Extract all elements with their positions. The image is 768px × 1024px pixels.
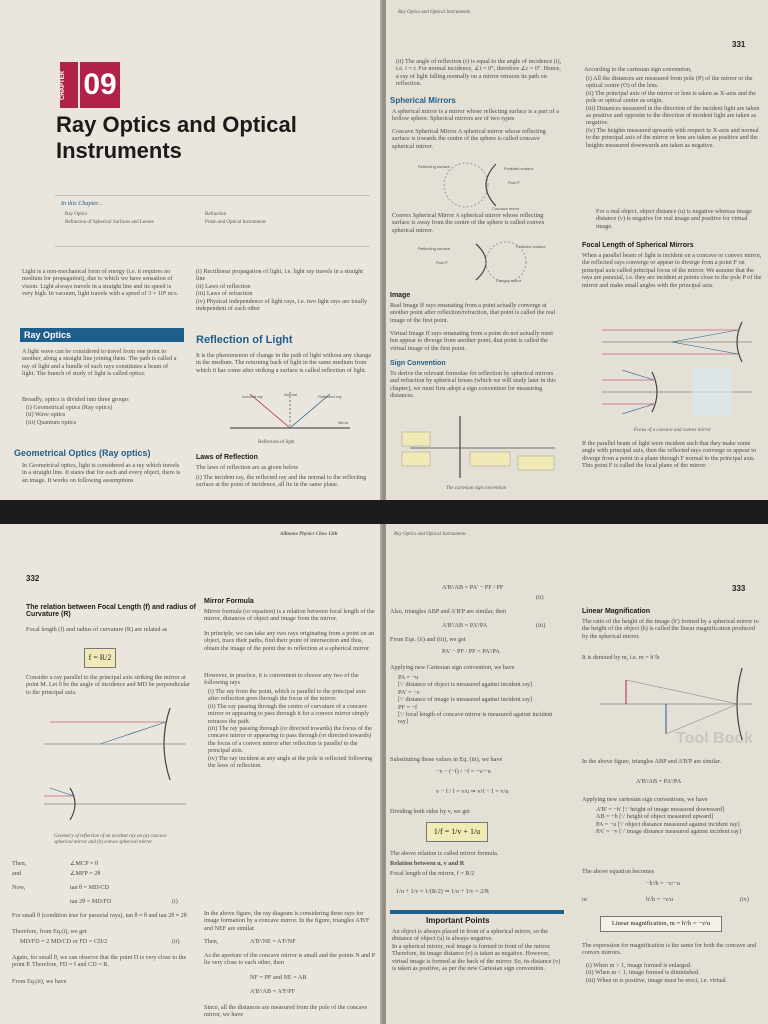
focal-length-heading: Focal Length of Spherical Mirrors	[582, 242, 694, 249]
broadly-text: Broadly, optics is divided into three groups	[22, 396, 129, 403]
chapter-title-line1: Ray Optics and Optical	[56, 112, 297, 137]
then-label: Then,	[12, 860, 27, 867]
reflection-text: It is the phenomenon of change in the path of light without any change in the medium. The returning back of light in the same medium from which it has come after striking a surface is called reflection of light.	[196, 352, 372, 374]
concave-fig-label: Concave mirror	[492, 206, 520, 210]
magnification-box: Linear magnification, m = h'/h = −v/u	[600, 916, 722, 932]
reflection-diagram	[220, 388, 360, 444]
group-item: (iii) Quantum optics	[26, 418, 77, 426]
photo-gap	[0, 500, 768, 524]
expression-text: The expression for magnification is the same for both the concave and convex mirrors.	[582, 942, 757, 957]
equation-number: (ii)	[172, 938, 180, 945]
therefore-text: Therefore, from Eq.(i), we get	[12, 928, 87, 935]
law-2: (ii) The angle of reflection (r) is equal to the angle of incidence (i), i.e. i = r. For normal incidence, ∠i = 0°, therefore ∠r = 0°. Hence, a ray of light falling normally on a mirror retraces its path on reflection.	[396, 58, 562, 88]
ray-item: (iii) The ray passing through (or directed towards) the focus of the concave mirror or appearing to pass through (or directed towards) the focus of a convex mirror after reflection is parallel to the principal axis.	[208, 725, 372, 755]
however-text: However, in practice, it is convenient to choose any two of the following rays	[204, 672, 359, 687]
linear-magnification-text: The ratio of the height of the image (h') formed by a spherical mirror to the height of the object (h) is called the linear magnification produced by the spherical mirror.	[582, 618, 759, 640]
bottom-spread	[0, 524, 768, 1024]
small-angle-text: For small θ (condition true for paraxial rays), tan θ ≈ θ and tan 2θ ≈ 2θ	[12, 912, 187, 919]
assumption-item: (iv) Physical independence of light rays, i.e. two light rays are totally independent of each other	[196, 297, 368, 313]
ray-item: (ii) The ray passing through the centre of curvature of a concave mirror or appearing to pass through it for a convex mirror simply retraces the path.	[208, 702, 370, 725]
optics-groups	[26, 404, 176, 426]
toc-item-3: Refraction	[205, 212, 227, 217]
laws-text: The laws of reflection are as given below	[196, 464, 299, 471]
chapter-opener-page	[0, 0, 382, 500]
above-relation-text: The above relation is called mirror formula.	[390, 850, 499, 857]
equation: NF = PF and NE = AB	[250, 974, 307, 981]
important-points-list	[392, 928, 564, 972]
toc-item-2: Refraction of Spherical Surfaces and Lenses	[65, 220, 154, 225]
m-rule: (i) When m > 1, image formed is enlarged.	[586, 962, 692, 969]
laws-heading: Laws of Reflection	[196, 454, 258, 461]
sign-value: [∵ distance of image is measured against incident ray]	[398, 696, 533, 704]
consider-text: Consider a ray parallel to the principal axis striking the mirror at point M. Let 0 be the angle of incidence and MD be perpendicular to the principal axis.	[26, 674, 191, 696]
important-point: An object is always placed in front of a spherical mirror, so the distance of object (u) is always negative.	[392, 928, 548, 943]
dividing-text: Dividing both sides by v, we get	[390, 808, 470, 815]
sign-value: A'B' = −h' [∵ height of image measured downward]	[596, 806, 725, 813]
equation: h'/h = −v/u	[646, 896, 674, 903]
according-text: According to the cartesian sign convention,	[584, 66, 692, 73]
reflection-heading: Reflection of Light	[196, 334, 293, 346]
sign-rule: (iv) The heights measured upwards with respect to X-axis and normal to the principal axis of the mirror or lens are taken as positive and the heights measured downwards are taken as negative.	[586, 126, 759, 149]
m-rules-list	[586, 962, 762, 984]
again-text: Again, for small θ, we can observe that the point D is very close to the point P. Therefore, FD = f and CD = R.	[12, 954, 187, 969]
sign-values-list	[596, 806, 762, 836]
chapter-number: 09	[80, 62, 120, 108]
m-rule: (iii) When m is positive, image must be erect, i.e. virtual.	[586, 976, 728, 984]
sign-values-list	[398, 674, 562, 726]
reflection-fig-caption: Reflection of light	[258, 440, 295, 445]
assumptions-list	[196, 268, 372, 312]
sign-value: PA' = −v [∵ image distance measured against incident ray]	[596, 828, 741, 836]
since-text: Since, all the distances are measured from the pole of the concave mirror, we have	[204, 1004, 368, 1019]
mirror-formula-text: Mirror formula (or equation) is a relation between focal length of the mirror, distances of object and image from the mirror.	[204, 608, 375, 623]
m-rule: (ii) When m < 1, image formed is diminished.	[586, 969, 700, 977]
equation: PA' − PF / PF = PA'/PA	[442, 648, 500, 655]
page-333	[386, 524, 768, 1024]
assumption-item: (i) Rectilinear propagation of light, i.e. light ray travels in a straight line	[196, 268, 364, 283]
substituting-text: Substituting these values in Eq. (iii), we have	[390, 756, 503, 763]
equation-number: (iv)	[740, 896, 749, 903]
or-label: or	[582, 896, 588, 903]
sign-convention-heading: Sign Convention	[390, 360, 446, 367]
equation: tan θ = MD/CD	[70, 884, 109, 891]
then-label: Then,	[204, 938, 219, 945]
equation: A'B'/AB = PA'/PA	[442, 622, 488, 629]
fig-label-normal: Normal	[284, 392, 297, 397]
important-points-heading: Important Points	[426, 916, 490, 925]
mirror-formula-box: 1/f = 1/v + 1/u	[426, 822, 488, 842]
equation: A'B'/AB = A'F/PF	[250, 988, 296, 995]
concave-mirror-diagram	[416, 160, 546, 210]
running-header: Ray Optics and Optical Instruments	[394, 532, 466, 537]
ray-item: (i) The ray from the point, which is parallel to the principal axis after reflection goes through the focus of the mirror.	[208, 688, 366, 703]
convex-mirror-diagram	[416, 240, 546, 284]
fig-label-reflected: Reflected ray	[318, 394, 342, 399]
toc-item-4: Prism and Optical Instruments	[205, 220, 266, 225]
now-label: Now,	[12, 884, 26, 891]
becomes-text: The above equation becomes	[582, 868, 654, 875]
relation-heading: The relation between Focal Length (f) and radius of Curvature (R)	[26, 604, 196, 618]
sign-rule: (iii) Distances measured in the direction of the incident light are taken as positive and opposite to the direction of incident light are taken as negative.	[586, 104, 760, 127]
aperture-text: As the aperture of the concave mirror is small and the points N and P lie very close to each other, then	[204, 952, 375, 967]
sign-convention-text: To derive the relevant formulae for reflection by spherical mirrors and refraction by spherical lenses (which we will study later in this chapter), we must first adopt a sign convention for measuring distances.	[390, 370, 556, 400]
watermark: Tool Book	[676, 730, 754, 747]
equation-number: (i)	[172, 898, 178, 905]
page-331	[386, 0, 768, 500]
equation: A'B'/AB = PA'/PA	[636, 778, 682, 785]
convex-fig-label: Pole P	[436, 260, 448, 265]
from-eq-text: From Eqs. (ii) and (iii), we get	[390, 636, 466, 643]
equation: ∠MFP = 2θ	[70, 870, 101, 877]
convex-fig-label: Convex mirror	[496, 278, 522, 283]
above-fig-text: In the above figure, triangles ABP and A'B'P are similar.	[582, 758, 722, 765]
ray-optics-heading: Ray Optics	[20, 328, 184, 342]
group-item: (i) Geometrical optics (Ray optics)	[26, 404, 113, 411]
applying-text: Applying new Cartesian sign convention, we have	[390, 664, 515, 671]
equation: ∠MCP = θ	[70, 860, 98, 867]
geometry-diagram	[40, 704, 190, 824]
fig-label-incident: Incident ray	[242, 394, 263, 399]
intro-paragraph: Light is a non-mechanical form of energy (i.e. it requires no medium for propagation), due to which we have sensation of vision. Light always travels in a straight line and its speed is very high. In vacuum, light travels with a speed of 3 × 10⁸ m/s.	[22, 268, 179, 298]
group-item: (ii) Wave optics	[26, 411, 66, 419]
equation-number: (ii)	[536, 594, 544, 601]
denoted-text: It is denoted by m, i.e. m = h'/h	[582, 654, 660, 661]
page-number: 332	[26, 574, 40, 583]
and-label: and	[12, 870, 21, 877]
concave-fig-label: Reflecting surface	[418, 164, 451, 169]
fig-label-mirror: Mirror	[338, 420, 349, 425]
equation: A'B'/NE = A'F/NF	[250, 938, 296, 945]
equation: A'B'/AB = PA' − PF / PF	[442, 584, 504, 591]
image-heading: Image	[390, 292, 411, 299]
geo-optics-heading: Geometrical Optics (Ray optics)	[14, 448, 151, 458]
ray-item: (iv) The ray incident at any angle at the pole is reflected following the laws of reflection.	[208, 754, 373, 770]
sign-value: PA' = −v	[398, 688, 420, 696]
sign-rules	[586, 75, 762, 149]
chapter-title-line2: Instruments	[56, 138, 182, 163]
cartesian-diagram	[400, 412, 560, 482]
above-figure-text: In the above figure, the ray diagram is considering three rays for image formation by a concave mirror. In the figure, triangles A'B'F and NEF are similar.	[204, 910, 370, 932]
sign-value: PF = −f	[398, 703, 418, 711]
concave-text: Concave Spherical Mirror A spherical mirror whose reflecting surface is towards the centre of the sphere is called concave spherical mirror.	[392, 128, 546, 150]
assumption-item: (iii) Laws of refraction	[196, 290, 253, 298]
sign-value: [∵ focal length of concave mirror is measured against incident ray]	[398, 711, 553, 726]
chapter-title	[56, 112, 297, 164]
rays-list	[208, 688, 376, 769]
focal-length-text: When a parallel beam of light is incident on a concave or convex mirror, the reflected rays converge or appear to diverge from a point F on principal axis called principal focus of the mirror. We assume that the rays are paraxial, i.e. they are incident at points close to the pole P of the mirror and make small angles with the principal axis.	[582, 252, 762, 289]
sign-value: [∵ distance of object is measured against incident ray]	[398, 681, 533, 689]
mirror-formula-heading: Mirror Formula	[204, 598, 254, 605]
concave-fig-label: Polished surface	[504, 166, 534, 171]
convex-fig-label: Reflecting surface	[418, 246, 451, 251]
equation: tan 2θ = MD/FD	[70, 898, 112, 905]
geo-optics-text: In Geometrical optics, light is considered as a ray which travels in a straight line. It states that for each and every object, there is an image. It works on following assumptions	[22, 462, 181, 484]
virtual-image-text: Virtual Image If rays emanating from a point do not actually meet but appear to diverge from another point, that point is called the virtual image of the first point.	[390, 330, 554, 352]
sign-value: PA = −u	[398, 674, 419, 681]
focal-plane-text: If the parallel beam of light were incident such that they make some angle with principal axis, then the reflected rays converge or appear to diverge from a point in a plane through F normal to the principal axis. This point F is called the focal plane of the mirror.	[582, 440, 757, 470]
toc-item-1: Ray Optics	[65, 212, 88, 217]
equation: v − f / f = v/u ⇒ v/f − 1 = v/u	[436, 788, 509, 795]
equation: −h'/h = −v/−u	[646, 880, 680, 887]
convex-text: Convex Spherical Mirror A spherical mirror whose reflecting surface is away from the centre of the sphere is called convex spherical mirror.	[392, 212, 545, 234]
in-this-chapter-box	[55, 195, 370, 247]
focus-diagram	[592, 320, 762, 420]
sign-rule: (ii) The principal axis of the mirror or lens is taken as X-axis and the pole or optical centre as origin.	[586, 89, 756, 105]
equation: 1/u + 1/v = 1/(R/2) ⇒ 1/u + 1/v = 2/R	[396, 888, 490, 895]
in-this-chapter-label: In this Chapter...	[61, 200, 103, 207]
principle-text: In principle, we can take any two rays originating from a point on an object, trace their paths, find their point of intersection and thus, obtain the image of the point due to reflection at a spherical mirror.	[204, 630, 375, 652]
applying-text: Applying new cartesian sign conventions, we have	[582, 796, 708, 803]
equation: −v − (−f) / −f = −v/−u	[436, 768, 491, 775]
similar-text: Also, triangles ABP and A'B'P are similar, then	[390, 608, 507, 615]
real-object-note: For a real object, object distance (u) is negative whereas image distance (v) is negative for real image and positive for virtual image.	[596, 208, 752, 230]
page-number: 333	[732, 584, 746, 593]
cartesian-fig-caption: The cartesian sign convention	[446, 486, 507, 491]
geometry-fig-caption: Geometry of reflection of an incident ray on (a) concave spherical mirror and (b) convex spherical mirror	[54, 834, 167, 845]
sign-value: AB = +h [∵ height of object measured upward]	[596, 813, 714, 821]
law-1: (i) The incident ray, the reflected ray and the normal to the reflecting surface at the point of incidence, all lie in the same plane.	[196, 474, 367, 489]
relation-text: Focal length (f) and radius of curvature (R) are related as	[26, 626, 168, 633]
convex-fig-label: Polished surface	[516, 244, 546, 249]
spherical-heading: Spherical Mirrors	[390, 96, 456, 105]
spherical-text: A spherical mirror is a mirror whose reflecting surface is a part of a hollow sphere. Spherical mirrors are of two types	[392, 108, 559, 123]
linear-magnification-heading: Linear Magnification	[582, 608, 651, 615]
sign-rule: (i) All the distances are measured from pole (P) of the mirror or the optical centre (O) of the lens.	[586, 75, 753, 90]
real-image-text: Real Image If rays emanating from a point actually converge at another point after reflection/refraction, that point is called the real image of the first point.	[390, 302, 556, 324]
ray-optics-text: A light wave can be considered to travel from one point to another, along a straight line joining them. The path is called a ray of light and a bundle of such rays constitutes a beam of light. The branch of study of light is called optics.	[22, 348, 177, 378]
focus-fig-caption: Focus of a concave and convex mirror	[634, 428, 712, 433]
top-spread	[0, 0, 768, 500]
page-number: 331	[732, 40, 746, 49]
focal-length-text: Focal length of the mirror, f = R/2	[390, 870, 475, 877]
running-header: Ray Optics and Optical Instruments	[398, 10, 470, 15]
important-divider	[390, 910, 564, 914]
assumption-item: (ii) Laws of reflection	[196, 282, 251, 290]
concave-fig-label: Pole P	[508, 180, 520, 185]
from-text: From Eq.(ii), we have	[12, 978, 67, 985]
chapter-label: CHAPTER	[60, 62, 78, 108]
important-point: In a spherical mirror, real image is formed in front of the mirror. Therefore, its image distance (v) is taken as negative. However, virtual image is formed at the back of the mirror. So, its distance (v) is taken as positive, as per the new Cartesian sign convention.	[392, 942, 561, 973]
equation-number: (iii)	[536, 622, 546, 629]
relation-between-text: Relation between u, v and R	[390, 860, 465, 867]
equation: MD/FD = 2 MD/CD or FD = CD/2	[20, 938, 108, 945]
page-332	[0, 524, 382, 1024]
running-header: Allinone Physics Class 12th	[280, 532, 338, 537]
focal-formula-box: f = R/2	[84, 648, 116, 668]
sign-value: PA = −u [∵ object distance measured against incident ray]	[596, 820, 740, 828]
